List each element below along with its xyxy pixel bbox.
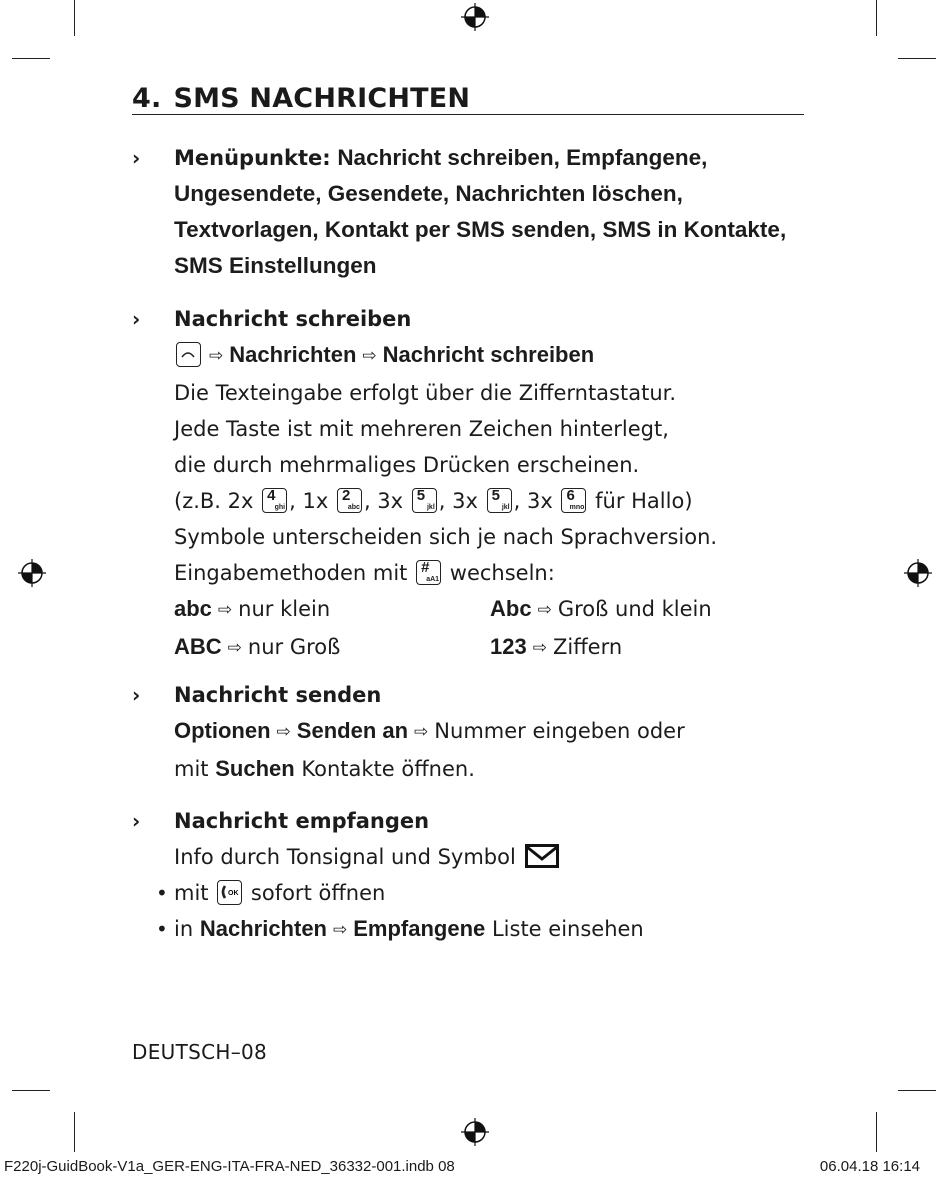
input-method-line (174, 555, 822, 591)
page-footer: DEUTSCH–08 (132, 1040, 268, 1064)
crop-mark (74, 1112, 75, 1152)
bullet-text: sofort öffnen (250, 881, 386, 905)
write-text: Symbole unterscheiden sich je nach Sprachversion. (174, 525, 718, 549)
arrow-icon: ⇨ (217, 600, 233, 620)
example-line (174, 483, 822, 519)
key-5-icon: 5 jkl (412, 488, 437, 513)
write-text: Die Texteingabe erfolgt über die Zifferntastatur. (174, 381, 677, 405)
send-title: Nachricht senden (174, 683, 382, 707)
receive-bullets (156, 875, 644, 949)
crop-mark (876, 0, 877, 36)
example-text: , 1x (289, 489, 329, 513)
print-slug-file: F220j-GuidBook-V1a_GER-ENG-ITA-FRA-NED_36332-001.indb 08 (4, 1158, 455, 1175)
section-number: 4. (132, 83, 162, 114)
mode-key: Abc (490, 596, 532, 621)
mode-key: abc (174, 596, 212, 621)
options-label: Optionen (174, 718, 271, 743)
mode-row (174, 629, 822, 667)
mode-key: 123 (490, 634, 527, 659)
receive-title: Nachricht empfangen (174, 809, 430, 833)
send-text: Nummer eingeben oder (434, 719, 685, 743)
receive-info: Info durch Tonsignal und Symbol (174, 845, 516, 869)
method-text: Eingabemethoden mit (174, 561, 408, 585)
registration-mark-icon (904, 559, 932, 587)
arrow-icon: ⇨ (362, 346, 377, 366)
send-to-label: Senden an (296, 718, 409, 743)
chevron-right-icon: › (132, 683, 141, 707)
crop-mark (74, 0, 75, 36)
key-5-icon: 5 jkl (487, 488, 512, 513)
bullet-text: in (174, 917, 194, 941)
mode-desc: Ziffern (552, 635, 623, 659)
chevron-right-icon: › (132, 307, 141, 331)
arrow-icon: ⇨ (333, 920, 348, 940)
path-step: Nachrichten (229, 342, 357, 367)
call-ok-key-icon (217, 880, 242, 905)
arrow-icon: ⇨ (276, 722, 291, 742)
write-text: die durch mehrmaliges Drücken erscheinen. (174, 453, 640, 477)
example-text: , 3x (513, 489, 553, 513)
crop-mark (12, 1090, 50, 1091)
bullet-path-step: Nachrichten (199, 916, 327, 941)
write-text: Jede Taste ist mit mehreren Zeichen hinterlegt, (174, 417, 669, 441)
registration-mark-icon (461, 1118, 489, 1146)
key-6-icon: 6 mno (561, 488, 586, 513)
method-text: wechseln: (449, 561, 555, 585)
arrow-icon: ⇨ (209, 346, 224, 366)
arrow-icon: ⇨ (537, 600, 552, 620)
path-step: Nachricht schreiben (382, 342, 595, 367)
chevron-right-icon: › (132, 146, 141, 170)
registration-mark-icon (461, 3, 489, 31)
write-title: Nachricht schreiben (174, 307, 412, 331)
example-text: , 3x (438, 489, 478, 513)
bullet-text: mit (174, 881, 209, 905)
section-title: SMS NACHRICHTEN (173, 83, 471, 114)
list-item: • mit OK sofort öffnen (156, 881, 386, 905)
envelope-icon (525, 843, 559, 879)
arrow-icon: ⇨ (532, 638, 547, 658)
hash-key-icon: # aA1 (416, 560, 441, 585)
example-text: , 3x (363, 489, 404, 513)
search-label: Suchen (215, 756, 295, 781)
crop-mark (876, 1112, 877, 1152)
crop-mark (898, 58, 936, 59)
arrow-icon: ⇨ (227, 638, 242, 658)
crop-mark (898, 1090, 936, 1091)
menu-line: Nachricht schreiben, Empfangene, (337, 145, 708, 170)
bullet-text: Liste einsehen (491, 917, 644, 941)
menu-line: Textvorlagen, Kontakt per SMS senden, SMS in Kontakte, (174, 217, 787, 242)
send-text: Kontakte öffnen. (301, 757, 475, 781)
section-heading (132, 84, 804, 115)
menu-label: Menüpunkte: (174, 146, 331, 170)
mode-row (174, 591, 822, 629)
print-slug-date: 06.04.18 16:14 (819, 1158, 920, 1175)
mode-key: ABC (174, 634, 222, 659)
menu-line: Ungesendete, Gesendete, Nachrichten löschen, (174, 181, 683, 206)
svg-text:OK: OK (228, 890, 239, 897)
mode-desc: nur klein (238, 597, 331, 621)
mode-desc: nur Groß (247, 635, 341, 659)
registration-mark-icon (18, 559, 46, 587)
list-item: • in Nachrichten ⇨ Empfangene Liste einsehen (156, 916, 644, 941)
bullet-path-step: Empfangene (353, 916, 486, 941)
crop-mark (12, 58, 50, 59)
menu-key-icon (176, 342, 201, 367)
example-text: (z.B. 2x (174, 489, 254, 513)
send-text: mit (174, 757, 209, 781)
example-text: für Hallo) (595, 489, 693, 513)
key-4-icon: 4 ghi (262, 488, 287, 513)
chevron-right-icon: › (132, 809, 141, 833)
key-2-icon: 2 abc (337, 488, 362, 513)
menu-line: SMS Einstellungen (174, 253, 377, 278)
arrow-icon: ⇨ (414, 722, 429, 742)
mode-desc: Groß und klein (557, 597, 712, 621)
